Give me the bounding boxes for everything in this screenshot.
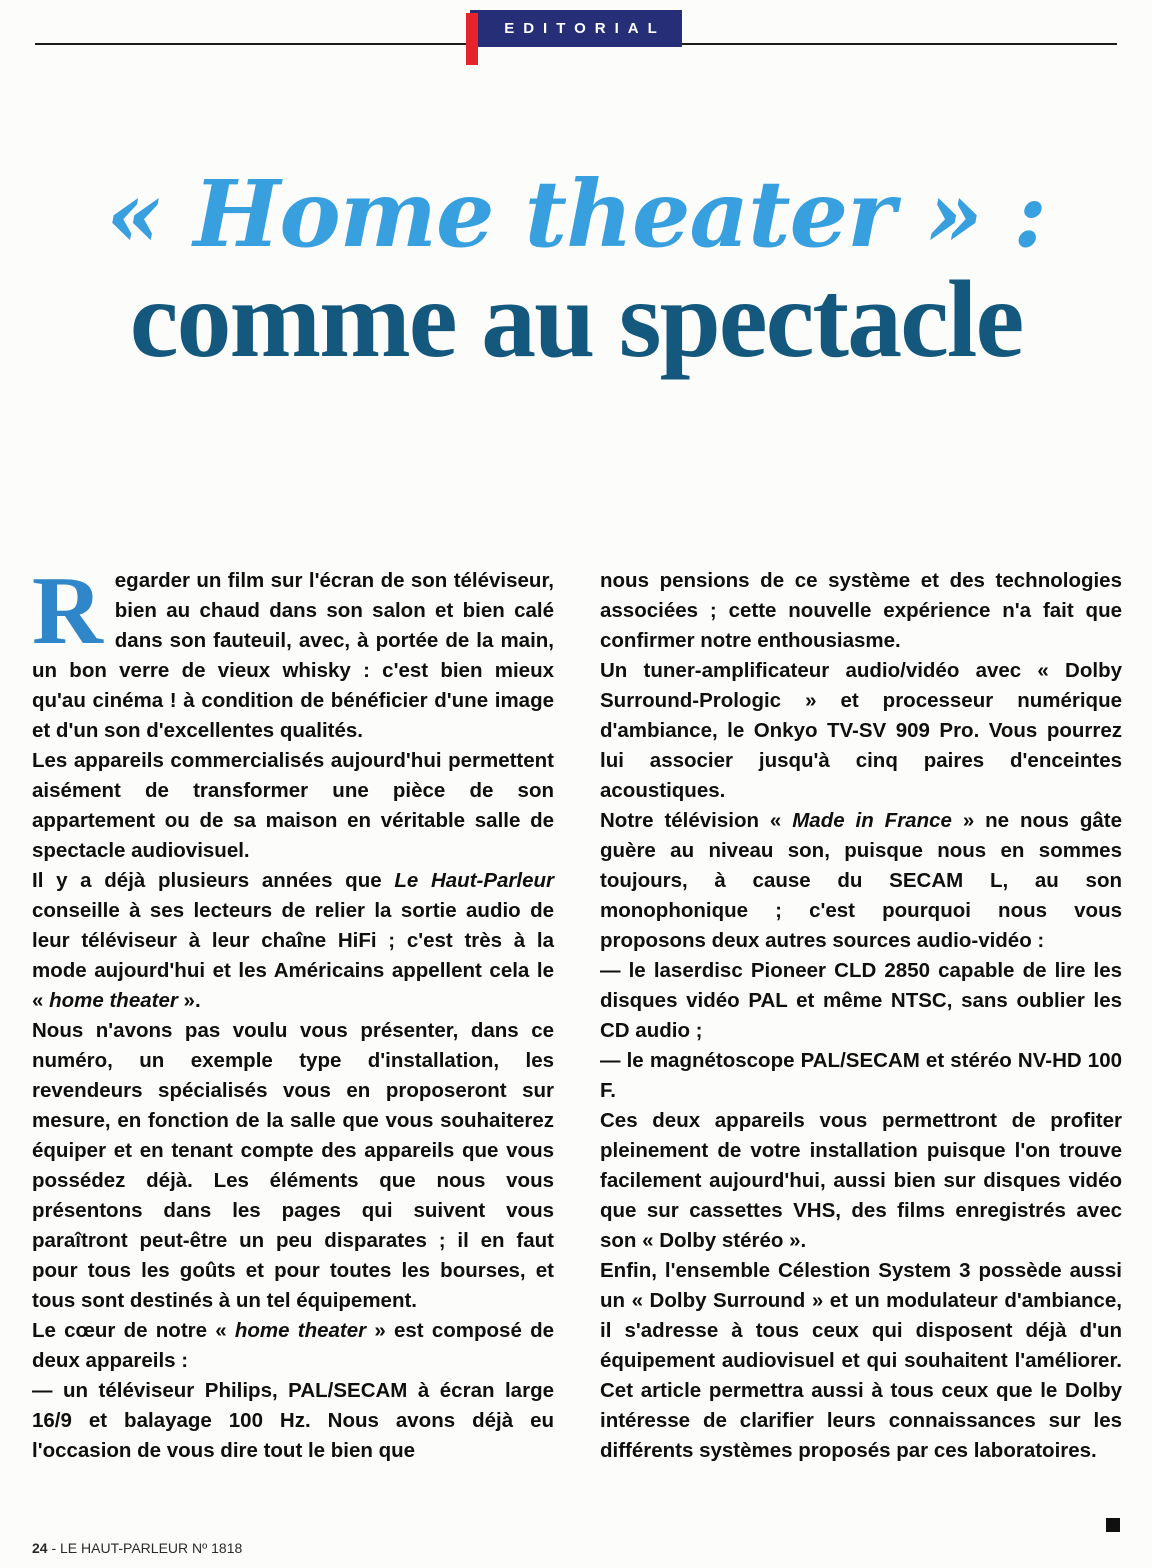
intro-text: egarder un film sur l'écran de son téléviseur, bien au chaud dans son salon et bien calé dans son fauteuil, avec, à portée de la main, un bon verre de vieux whisky : c'est bien mieux qu'au cinéma ! à condition de bénéficier d'une image et d'un son d'excellentes qualités. — [32, 569, 554, 742]
headline — [0, 160, 1152, 380]
headline-line2: comme au spectacle — [129, 258, 1023, 380]
paragraph: — le magnétoscope PAL/SECAM et stéréo NV-HD 100 F. — [600, 1049, 1122, 1102]
headline-line1: « Home theater » : — [105, 160, 1047, 268]
paragraph: Un tuner-amplificateur audio/vidéo avec « Dolby Surround-Prologic » et processeur numérique d'ambiance, le Onkyo TV-SV 909 Pro. Vous pourrez lui associer jusqu'à cinq paires d'enceintes acoustiques. — [600, 659, 1122, 802]
end-mark — [1106, 1518, 1120, 1532]
masthead — [0, 0, 1152, 72]
right-column — [600, 566, 1122, 1466]
drop-cap: R — [32, 557, 103, 665]
editorial-banner — [470, 10, 682, 47]
page-footer — [32, 1540, 242, 1556]
paragraph: Il y a déjà plusieurs années que Le Haut-Parleur conseille à ses lecteurs de relier la sortie audio de leur téléviseur à leur chaîne HiFi ; c'est très à la mode aujourd'hui et les Américains appellent cela le « home theater ». — [32, 869, 554, 1012]
left-column — [32, 557, 554, 1466]
paragraph: Ces deux appareils vous permettront de profiter pleinement de votre installation puisque l'on trouve facilement aujourd'hui, aussi bien sur disques vidéo que sur cassettes VHS, des films enregistrés avec son « Dolby stéréo ». — [600, 1109, 1122, 1252]
paragraph: Les appareils commercialisés aujourd'hui permettent aisément de transformer une pièce de son appartement ou de sa maison en véritable salle de spectacle audiovisuel. — [32, 749, 554, 862]
red-accent-bar — [466, 13, 478, 65]
paragraph: Le cœur de notre « home theater » est composé de deux appareils : — [32, 1319, 554, 1372]
article-body — [32, 557, 1122, 1466]
paragraph: — le laserdisc Pioneer CLD 2850 capable de lire les disques vidéo PAL et même NTSC, sans oublier les CD audio ; — [600, 959, 1122, 1042]
left-paragraphs — [32, 746, 554, 1466]
footer-magazine-label: - LE HAUT-PARLEUR Nº 1818 — [47, 1540, 243, 1556]
page-number: 24 — [32, 1540, 48, 1556]
paragraph: nous pensions de ce système et des technologies associées ; cette nouvelle expérience n'a fait que confirmer notre enthousiasme. — [600, 569, 1122, 652]
intro-paragraph — [32, 557, 554, 746]
paragraph: — un téléviseur Philips, PAL/SECAM à écran large 16/9 et balayage 100 Hz. Nous avons déjà eu l'occasion de vous dire tout le bien que — [32, 1379, 554, 1462]
paragraph: Enfin, l'ensemble Célestion System 3 possède aussi un « Dolby Surround » et un modulateur d'ambiance, il s'adresse à tous ceux qui disposent déjà d'un équipement audiovisuel et qui souhaitent l'améliorer. Cet article permettra aussi à tous ceux que le Dolby intéresse de clarifier leurs connaissances sur les différents systèmes proposés par ces laboratoires. — [600, 1259, 1122, 1462]
paragraph: Nous n'avons pas voulu vous présenter, dans ce numéro, un exemple type d'installation, les revendeurs spécialisés vous en proposeront sur mesure, en fonction de la salle que vous souhaiterez équiper et en tenant compte des appareils que vous possédez déjà. Les éléments que nous vous présentons dans les pages qui suivent vous paraîtront peut-être un peu disparates ; il en faut pour tous les goûts et pour toutes les bourses, et tous sont destinés à un tel équipement. — [32, 1019, 554, 1312]
paragraph: Notre télévision « Made in France » ne nous gâte guère au niveau son, puisque nous en sommes toujours, à cause du SECAM L, au son monophonique ; c'est pourquoi nous vous proposons deux autres sources audio-vidéo : — [600, 809, 1122, 952]
editorial-banner-label: EDITORIAL — [504, 20, 666, 37]
